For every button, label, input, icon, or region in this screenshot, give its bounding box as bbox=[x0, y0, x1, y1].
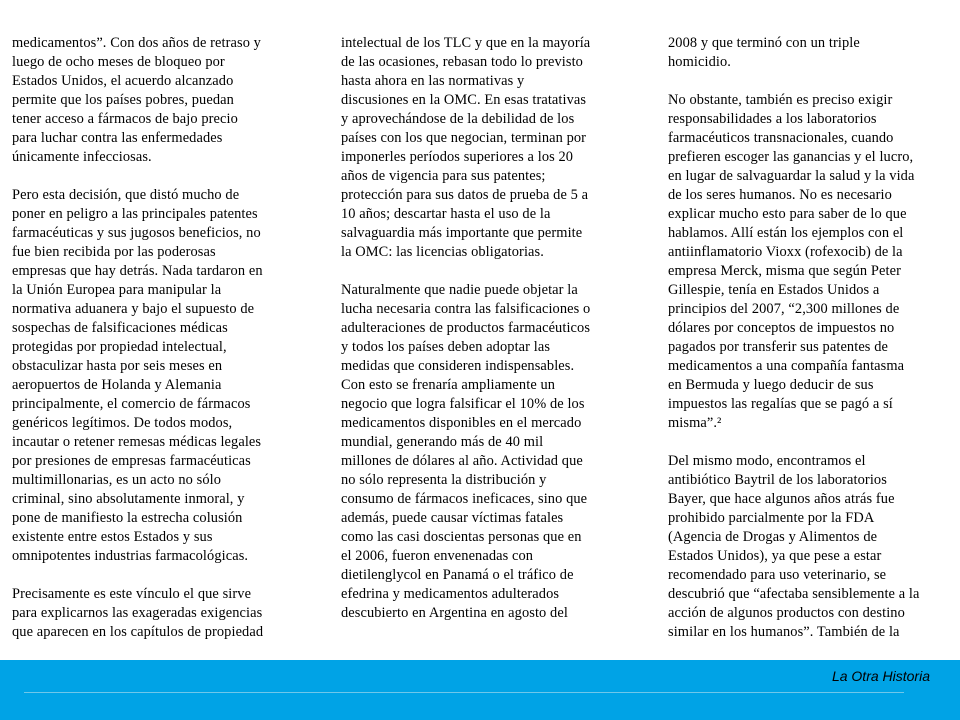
text-column-3 bbox=[668, 34, 950, 661]
paragraph: Precisamente es este vínculo el que sirve para explicarnos las exageradas exigencias que aparecen en los capítulos de propiedad bbox=[12, 586, 264, 640]
footer-title: La Otra Historia bbox=[831, 668, 930, 684]
paragraph: Pero esta decisión, que distó mucho de poner en peligro a las principales patentes farmacéuticas y sus jugosos beneficios, no fue bien recibida por las poderosas empresas que hay detrás. Nada tardaron en la Unión Europea para manipular la normativa aduanera y bajo el supuesto de sospechas de falsificaciones médicas protegidas por propiedad intelectual, obstaculizar hasta por seis meses en aeropuertos de Holanda y Alemania principalmente, el comercio de fármacos genéricos legítimos. De todos modos, incautar o retener remesas médicas legales por presiones de empresas farmacéuticas multimillonarias, es un acto no sólo criminal, sino absolutamente inmoral, y pone de manifiesto la estrecha colusión existente entre estos Estados y sus omnipotentes industrias farmacológicas. bbox=[12, 187, 263, 564]
paragraph: No obstante, también es preciso exigir responsabilidades a los laboratorios farmacéuticos transnacionales, cuando prefieren escoger las ganancias y el lucro, en lugar de salvaguardar la salud y la vida de los seres humanos. No es necesario explicar mucho esto para saber de lo que hablamos. Allí están los ejemplos con el antiinflamatorio Vioxx (rofexocib) de la empresa Merck, misma que según Peter Gillespie, tenía en Estados Unidos a principios del 2007, “2,300 millones de dólares por conceptos de impuestos no pagados por transferir sus patentes de medicamentos a una compañía fantasma en Bermuda y luego deducir de sus impuestos las regalías que se pagó a sí misma”.² bbox=[668, 92, 915, 431]
paragraph: Naturalmente que nadie puede objetar la lucha necesaria contra las falsificaciones o adulteraciones de productos farmacéuticos y todos los países deben adoptar las medidas que consideren indispensables. Con esto se frenaría ampliamente un negocio que logra falsificar el 10% de los medicamentos disponibles en el mercado mundial, generando más de 40 mil millones de dólares al año. Actividad que no sólo representa la distribución y consumo de fármacos ineficaces, sino que además, puede causar víctimas fatales como las casi doscientas personas que en el 2006, fueron envenenadas con dietilenglycol en Panamá o el tráfico de efedrina y medicamentos adulterados descubierto en Argentina en agosto del bbox=[341, 282, 591, 621]
paragraph: Del mismo modo, encontramos el antibiótico Baytril de los laboratorios Bayer, que hace algunos años atrás fue prohibido parcialmente por la FDA (Agencia de Drogas y Alimentos de Estados Unidos), ya que pese a estar recomendado para uso veterinario, se descubrió que “afectaba sensiblemente a la acción de algunos productos con destino similar en los humanos”. También de la bbox=[668, 453, 920, 640]
text-column-2 bbox=[341, 34, 623, 642]
footer-divider bbox=[24, 692, 904, 693]
paragraph: medicamentos”. Con dos años de retraso y luego de ocho meses de bloqueo por Estados Unidos, el acuerdo alcanzado permite que los países pobres, puedan tener acceso a fármacos de bajo precio para luchar contra las enfermedades únicamente infecciosas. bbox=[12, 35, 261, 165]
paragraph: 2008 y que terminó con un triple homicidio. bbox=[668, 35, 860, 70]
paragraph: intelectual de los TLC y que en la mayoría de las ocasiones, rebasan todo lo previsto hasta ahora en las normativas y discusiones en la OMC. En esas tratativas y aprovechándose de la debilidad de los países con los que negocian, terminan por imponerles períodos superiores a los 20 años de vigencia para sus patentes; protección para sus datos de prueba de 5 a 10 años; descartar hasta el uso de la salvaguardia más importante que permite la OMC: las licencias obligatorias. bbox=[341, 35, 591, 260]
text-column-1 bbox=[12, 34, 308, 661]
footer-bar bbox=[0, 660, 960, 720]
